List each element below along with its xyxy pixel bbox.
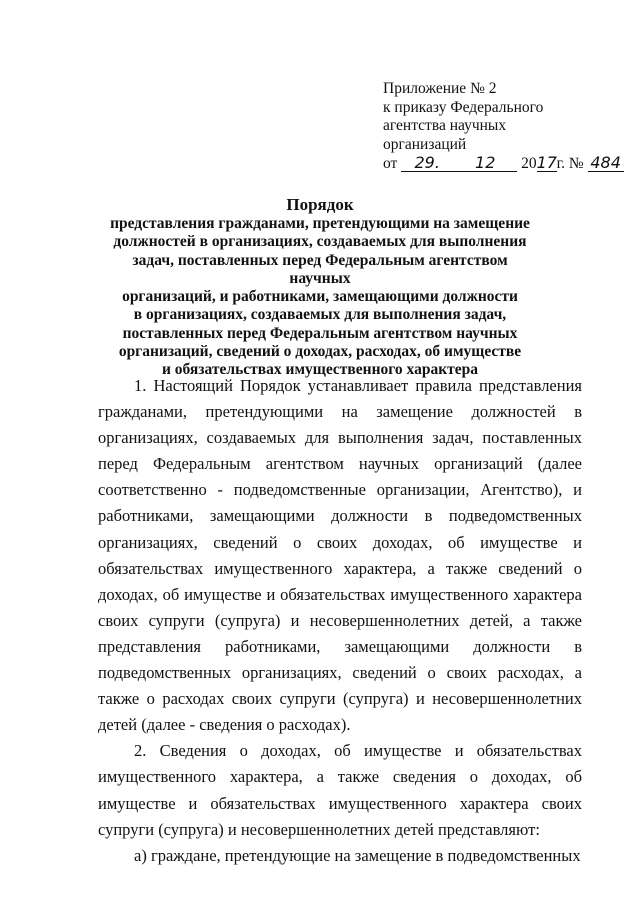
paragraph-2a: а) граждане, претендующие на замещение в подведомственных (134, 845, 581, 865)
year-tail: г. № (556, 155, 584, 172)
appendix-line-1: Приложение № 2 (383, 80, 497, 97)
document-title (100, 195, 540, 380)
appendix-line-3: агентства научных (383, 117, 507, 134)
paragraph-2: 2. Сведения о доходах, об имуществе и обязательствах имущественного характера, а также сведения о доходах, об имуществе и обязательствах имущественного характера своих супруги (супруга) и несовершеннолетних детей представляют: (98, 741, 582, 839)
title-heading: Порядок (286, 195, 354, 214)
title-line: организаций, и работниками, замещающими должности (122, 288, 518, 306)
date-prefix: от (383, 155, 398, 172)
paragraph-1: 1. Настоящий Порядок устанавливает правила представления гражданами, претендующими на замещение должностей в организациях, создаваемых для выполнения задач, поставленных перед Федеральным агентством научных организаций (далее соответственно - подведомственные организации, Агентство), и работниками, замещающими должности в подведомственных организациях, сведений о своих доходах, об имуществе и обязательствах имущественного характера, а также сведений о доходах, об имуществе и обязательствах имущественного характера своих супруги (супруга) и несовершеннолетних детей, а также представления работниками, замещающими должности в подведомственных организациях, сведений о своих расходах, а также о расходах своих супруги (супруга) и несовершеннолетних детей (далее - сведения о расходах). (98, 376, 582, 735)
title-line: организаций, сведений о доходах, расходах, об имуществе (118, 343, 522, 361)
handwritten-order-number: 484 (588, 154, 624, 173)
handwritten-year: 17 (536, 153, 557, 172)
title-line: должностей в организациях, создаваемых для выполнения (113, 233, 527, 251)
document-body (98, 373, 582, 869)
handwritten-day: 29. (401, 154, 453, 173)
year-prefix: 20 (521, 155, 537, 172)
title-line: представления гражданами, претендующими на замещение (110, 215, 530, 232)
title-line: поставленных перед Федеральным агентством научных (122, 324, 518, 342)
title-line: задач, поставленных перед Федеральным агентством научных (132, 251, 508, 287)
title-line: и обязательствах имущественного характера (162, 361, 478, 379)
appendix-header (383, 80, 621, 174)
handwritten-month: 12 (453, 154, 517, 173)
appendix-date-line (383, 153, 621, 174)
title-line: в организациях, создаваемых для выполнения задач, (133, 306, 507, 324)
appendix-line-4: организаций (383, 135, 467, 153)
appendix-line-2: к приказу Федерального (383, 98, 544, 116)
